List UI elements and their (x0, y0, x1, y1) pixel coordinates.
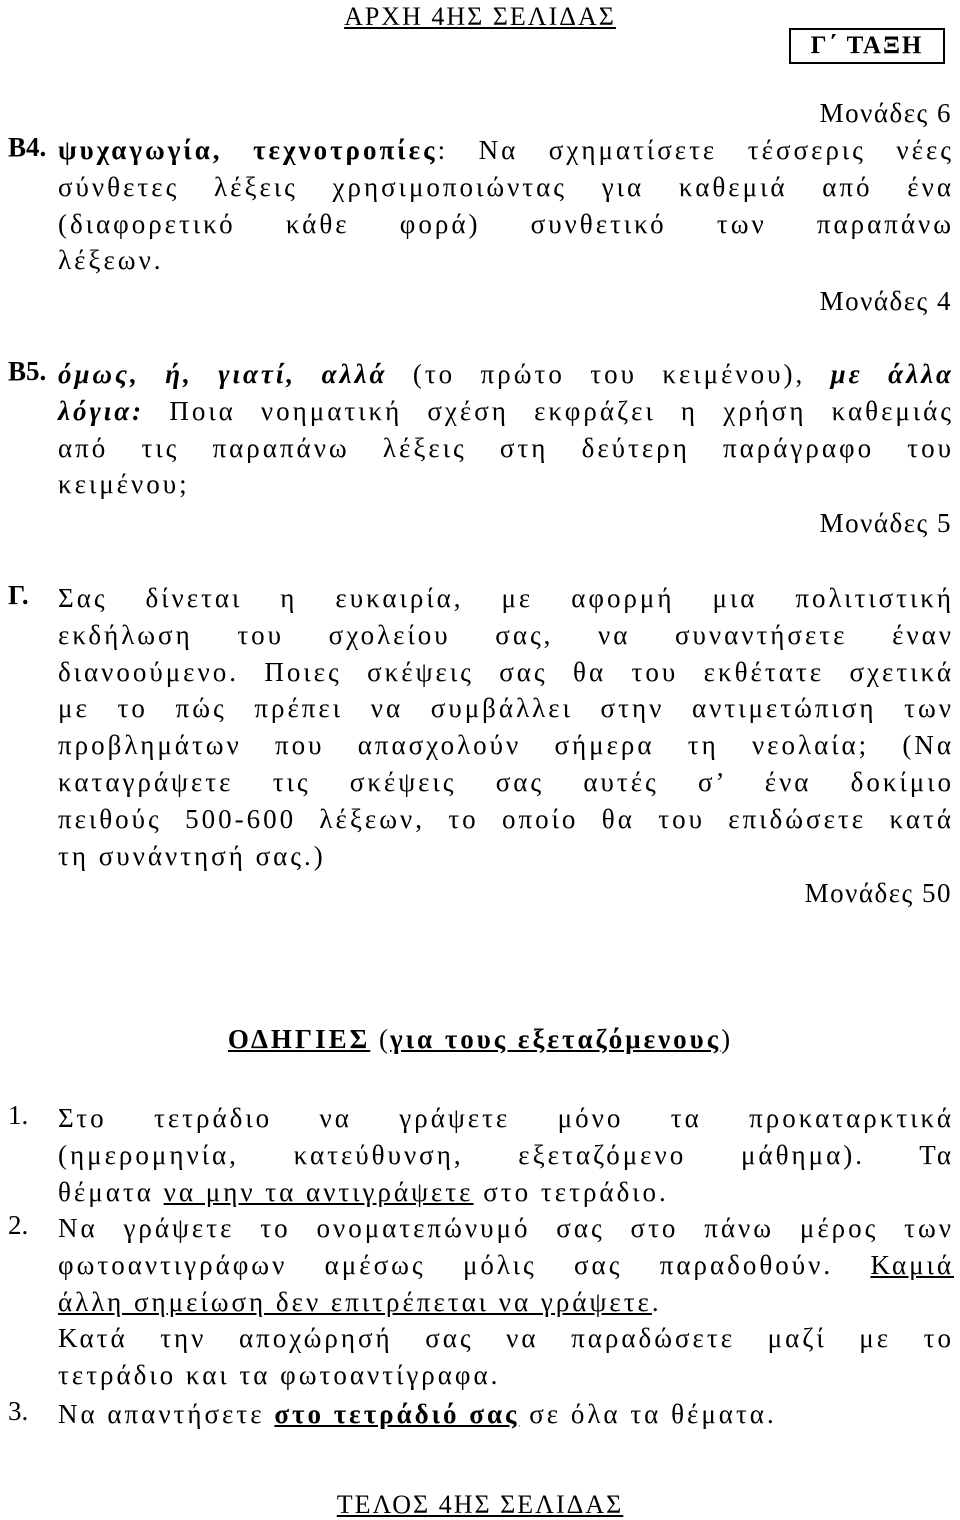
marks-b4: Μονάδες 4 (819, 286, 952, 316)
marks-b5: Μονάδες 5 (819, 508, 952, 538)
class-label-box: Γ΄ ΤΑΞΗ (789, 28, 945, 64)
page-header: ΑΡΧΗ 4ΗΣ ΣΕΛΙΔΑΣ (344, 2, 616, 31)
marks-g: Μονάδες 50 (804, 878, 952, 908)
question-b4-label: Β4. (8, 132, 47, 162)
instruction-1-number: 1. (8, 1100, 29, 1130)
page-footer: ΤΕΛΟΣ 4ΗΣ ΣΕΛΙΔΑΣ (336, 1490, 624, 1519)
instruction-2-text: Να γράψετε το ονοματεπώνυμό σας στο πάνω μέρος των φωτοαντιγράφων αμέσως μόλις σας παραδοθούν. Καμιά άλλη σημείωση δεν επιτρέπεται να γράψετε. Κατά την αποχώρησή σας να παραδώσετε μαζί με το τετράδιο και τα φωτοαντίγραφα. (58, 1213, 954, 1391)
marks-b3: Μονάδες 6 (819, 98, 952, 128)
question-g-text: Σας δίνεται η ευκαιρία, με αφορμή μια πολιτιστική εκδήλωση του σχολείου σας, να συναντήσετε έναν διανοούμενο. Ποιες σκέψεις σας θα του εκθέτατε σχετικά με το πώς πρέπει να συμβάλλει στην αντιμετώπιση των προβλημάτων που απασχολούν σήμερα τη νεολαία; (Να καταγράψετε τις σκέψεις σας αυτές σ’ ένα δοκίμιο πειθούς 500-600 λέξεων, το οποίο θα του επιδώσετε κατά τη συνάντησή σας.) (58, 583, 954, 871)
question-b5-text: όμως, ή, γιατί, αλλά (το πρώτο του κειμένου), με άλλα λόγια: Ποια νοηματική σχέση εκφράζει η χρήση καθεμιάς από τις παραπάνω λέξεις στη δεύτερη παράγραφο του κειμένου; (58, 359, 954, 500)
instruction-3-number: 3. (8, 1396, 29, 1426)
instruction-3-text: Να απαντήσετε στο τετράδιό σας σε όλα τα θέματα. (58, 1399, 777, 1429)
b4-keywords: ψυχαγωγία, τεχνοτροπίες (58, 135, 438, 165)
question-b4-text: ψυχαγωγία, τεχνοτροπίες: Να σχηματίσετε τέσσερις νέες σύνθετες λέξεις χρησιμοποιώντας για καθεμιά από ένα (διαφορετικό κάθε φορά) συνθετικό των παραπάνω λέξεων. (58, 135, 954, 276)
question-g-label: Γ. (8, 580, 29, 610)
instruction-1-text: Στο τετράδιο να γράψετε μόνο τα προκαταρκτικά (ημερομηνία, κατεύθυνση, εξεταζόμενο μάθημα). Τα θέματα να μην τα αντιγράψετε στο τετράδιο. (58, 1103, 954, 1207)
instructions-title: ΟΔΗΓΙΕΣ (για τους εξεταζόμενους) (227, 1024, 733, 1054)
instruction-2-number: 2. (8, 1210, 29, 1240)
question-b5-label: Β5. (8, 356, 47, 386)
b5-keywords: όμως, ή, γιατί, αλλά (58, 359, 388, 389)
